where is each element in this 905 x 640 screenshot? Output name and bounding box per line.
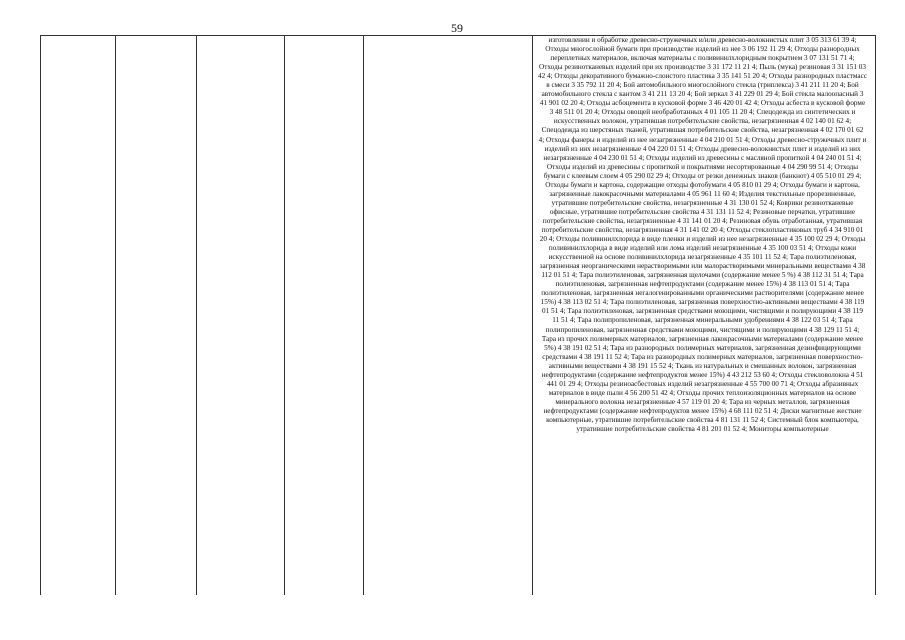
table-column-border bbox=[284, 35, 285, 595]
table-column-border bbox=[196, 35, 197, 595]
table-column-border bbox=[532, 35, 533, 595]
page-number: 59 bbox=[451, 21, 463, 35]
waste-list-cell bbox=[538, 36, 867, 596]
table-column-border bbox=[875, 35, 876, 595]
table-column-border bbox=[40, 35, 41, 595]
waste-list-text: изготовлении и обработке древесно-стружечных и/или древесно-волокнистых плит 3 05 313 61 39 4; Отходы многослойной бумаги при производстве изделий из нее 3 06 192 11 29 4; Отходы разнородных переплетных материалов, включая материалы с поливинилхлоридным покрытием 3 07 131 51 71 4; Отходы резинотканевых изделий при их производстве 3 31 172 11 21 4; Пыль (мука) резиновая 3 31 151 03 42 4; Отходы декоративного бумажно-слоистого пластика 3 35 141 51 20 4; Отходы разнородных пластмасс в смеси 3 35 792 11 20 4; Бой автомобильного многослойного стекла (триплекса) 3 41 211 11 20 4; Бой автомобильного стекла с кантом 3 41 211 13 20 4; Бой зеркал 3 41 229 01 29 4; Бой стекла малоопасный 3 41 901 02 20 4; Отходы асбоцемента в кусковой форме 3 46 420 01 42 4; Отходы асбеста в кусковой форме 3 48 511 01 20 4; Отходы овощей необработанных 4 01 105 11 20 4; Спецодежда из синтетических и искусственных волокон, утратившая потребительские свойства, незагрязненная 4 02 140 01 62 4; Спецодежда из шерстяных тканей, утратившая потребительские свойства, незагрязненная 4 02 170 01 62 4; Отходы фанеры и изделий из нее незагрязненные 4 04 210 01 51 4; Отходы древесно-стружечных плит и изделий из них незагрязненные 4 04 220 01 51 4; Отходы древесно-волокнистых плит и изделий из них незагрязненные 4 04 230 01 51 4; Отходы изделий из древесины с масляной пропиткой 4 04 240 01 51 4; Отходы изделий из древесины с пропиткой и покрытиями несортированные 4 04 290 99 51 4; Отходы бумаги с клеевым слоем 4 05 290 02 29 4; Отходы от резки денежных знаков (банкнот) 4 05 510 01 29 4; Отходы бумаги и картона, содержащие отходы фотобумаги 4 05 810 01 29 4; Отходы бумаги и картона, загрязненные лакокрасочными материалами 4 05 961 11 60 4; Изделия текстильные прорезиненные, утратившие потребительские свойства, незагрязненные 4 31 130 01 52 4; Коврики резинотканевые офисные, утратившие потребительские свойства 4 31 131 11 52 4; Резиновые перчатки, утратившие потребительские свойства, незагрязненные 4 31 141 01 20 4; Резиновая обувь отработанная, утратившая потребительские свойства, незагрязненная 4 31 141 02 20 4; Отходы стеклопластиковых труб 4 34 910 01 20 4; Отходы поливинилхлорида в виде пленки и изделий из нее незагрязненные 4 35 100 02 29 4; Отходы поливинилхлорида в виде изделий или лома изделий незагрязненные 4 35 100 03 51 4; Отходы кожи искусственной на основе поливинилхлорида незагрязненные 4 35 101 11 52 4; Тара полиэтиленовая, загрязненная неорганическими нерастворимыми или малорастворимыми минеральными веществами 4 38 112 01 51 4; Тара полиэтиленовая, загрязненная щелочами (содержание менее 5 %) 4 38 112 31 51 4; Тара полиэтиленовая, загрязненная нефтепродуктами (содержание менее 15%) 4 38 113 01 51 4; Тара полиэтиленовая, загрязненная негалогенированными органическими растворителями (содержание менее 15%) 4 38 113 02 51 4; Тара полиэтиленовая, загрязненная поверхностно-активными веществами 4 38 119 01 51 4; Тара полиэтиленовая, загрязненная средствами моющими, чистящими и полирующими 4 38 119 11 51 4; Тара полипропиленовая, загрязненная минеральными удобрениями 4 38 122 03 51 4; Тара полипропиленовая, загрязненная средствами моющими, чистящими и полирующими 4 38 129 11 51 4; Тара из прочих полимерных материалов, загрязненная лакокрасочными материалами (содержание менее 5%) 4 38 191 02 51 4; Тара из разнородных полимерных материалов, загрязненная дезинфицирующими средствами 4 38 191 11 52 4; Тара из разнородных полимерных материалов, загрязненная поверхностно-активными веществами 4 38 191 15 52 4; Ткань из натуральных и смешанных волокон, загрязненная нефтепродуктами (содержание нефтепродуктов менее 15%) 4 43 212 53 60 4; Отходы стекловолокна 4 51 441 01 29 4; Отходы резиноасбестовых изделий незагрязненные 4 55 700 00 71 4; Отходы абразивных материалов в виде пыли 4 56 200 51 42 4; Отходы прочих теплоизоляционных материалов на основе минерального волокна незагрязненные 4 57 119 01 20 4; Тара из черных металлов, загрязненная нефтепродуктами (содержание нефтепродуктов менее 15%) 4 68 111 02 51 4; Диски магнитные жесткие компьютерные, утратившие потребительские свойства 4 81 131 11 52 4; Системный блок компьютера, утратившие потребительские свойства 4 81 201 01 52 4; Мониторы компьютерные bbox=[538, 36, 867, 434]
table-column-border bbox=[115, 35, 116, 595]
table-column-border bbox=[363, 35, 364, 595]
